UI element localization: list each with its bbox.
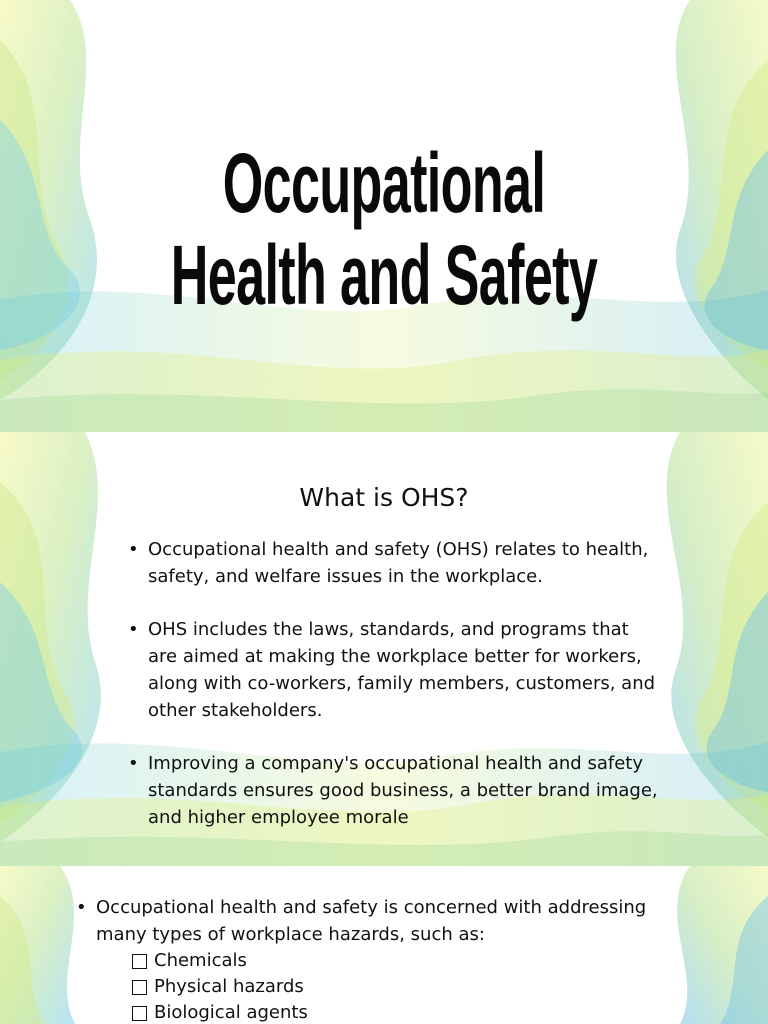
slide-heading: What is OHS?: [299, 483, 469, 512]
hazard-sub-list: [96, 948, 676, 1024]
hazard-label: Chemicals: [154, 950, 247, 971]
bullet-list: [128, 536, 658, 857]
bullet-item: • OHS includes the laws, standards, and programs that are aimed at making the workplace better for workers, along with co-workers, family members, customers, and other stakeholders.: [128, 616, 658, 724]
title-line-1: Occupational: [222, 136, 546, 230]
hazard-item: [132, 974, 676, 1000]
what-is-ohs-slide: [0, 432, 768, 866]
hazard-item: [132, 1000, 676, 1024]
hazard-label: Biological agents: [154, 1002, 308, 1023]
bullet-item: [76, 894, 676, 1024]
bullet-item: • Occupational health and safety (OHS) relates to health, safety, and welfare issues in the workplace.: [128, 536, 658, 590]
hazards-slide: [0, 866, 768, 1024]
hazard-label: Physical hazards: [154, 976, 304, 997]
title-line-2: Health and Safety: [170, 228, 598, 322]
title-slide: [0, 0, 768, 432]
bullet-text: Occupational health and safety is concerned with addressing many types of workplace hazards, such as:: [96, 897, 647, 945]
hazard-item: [132, 948, 676, 974]
slide-title: [0, 136, 768, 322]
right-wave-decoration: [677, 866, 768, 1024]
bullet-list: [76, 894, 676, 1024]
bullet-item: • Improving a company's occupational health and safety standards ensures good business, a better brand image, and higher employee morale: [128, 750, 658, 831]
left-wave-decoration: [0, 866, 75, 1024]
